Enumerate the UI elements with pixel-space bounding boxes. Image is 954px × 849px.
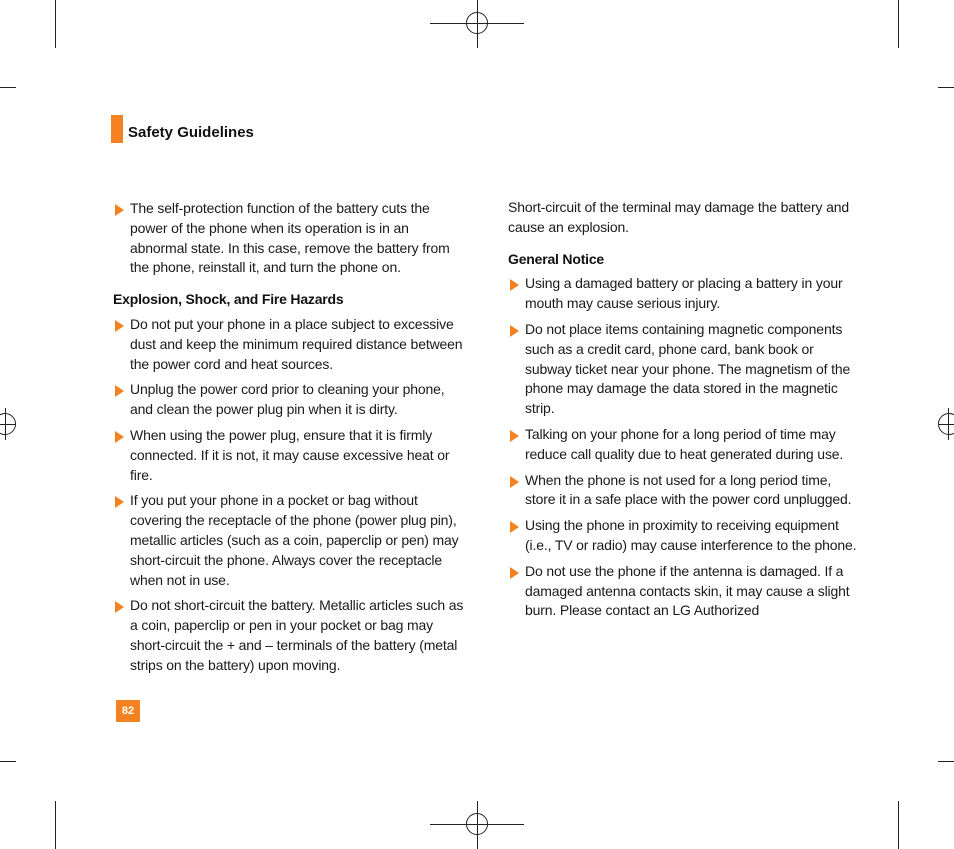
registration-circle-right-icon	[938, 413, 954, 435]
crop-mark-bottom-left	[55, 801, 56, 849]
list-item-text: The self-protection function of the battery cuts the power of the phone when its operation is in an abnormal state. In this case, remove the battery from the phone, reinstall it, and turn the phone on.	[130, 200, 450, 276]
bullet-arrow-icon	[510, 279, 519, 291]
list-item-text: When using the power plug, ensure that it is firmly connected. If it is not, it may cause excessive heat or fire.	[130, 426, 450, 483]
crop-mark-left-top	[0, 87, 16, 88]
list-item	[113, 199, 468, 278]
page-number-badge: 82	[116, 700, 140, 722]
list-item	[508, 320, 863, 419]
list-item	[508, 562, 863, 621]
list-item-text: Talking on your phone for a long period of time may reduce call quality due to heat generated during use.	[525, 425, 844, 462]
right-column	[508, 198, 863, 627]
list-item	[508, 471, 863, 511]
page-title: Safety Guidelines	[128, 124, 254, 141]
list-item	[113, 491, 468, 590]
list-item-text: Do not use the phone if the antenna is damaged. If a damaged antenna contacts skin, it may cause a slight burn. Please contact an LG Authorized	[525, 562, 850, 619]
list-item-text: If you put your phone in a pocket or bag without covering the receptacle of the phone (power plug pin), metallic articles (such as a coin, paperclip or pen) may short-circuit the phone. Always cover the receptacle when not in use.	[130, 492, 459, 588]
registration-circle-top-icon	[466, 12, 488, 34]
list-item-text: Using a damaged battery or placing a battery in your mouth may cause serious injury.	[525, 275, 843, 312]
bullet-arrow-icon	[115, 431, 124, 443]
bullet-arrow-icon	[510, 521, 519, 533]
left-column	[113, 199, 468, 682]
list-item	[508, 516, 863, 556]
continuation-paragraph: Short-circuit of the terminal may damage the battery and cause an explosion.	[508, 199, 849, 235]
bullet-arrow-icon	[510, 476, 519, 488]
list-item-text: Unplug the power cord prior to cleaning your phone, and clean the power plug pin when it is dirty.	[130, 381, 445, 418]
crop-mark-left-bottom	[0, 761, 16, 762]
registration-circle-left-icon	[0, 413, 16, 435]
list-item	[508, 274, 863, 314]
bullet-arrow-icon	[115, 601, 124, 613]
crop-mark-top-left	[55, 0, 56, 48]
crop-mark-bottom-right	[898, 801, 899, 849]
section-heading: General Notice	[508, 250, 605, 267]
crop-mark-top-right	[898, 0, 899, 48]
list-item-text: Do not place items containing magnetic components such as a credit card, phone card, bank book or subway ticket near your phone. The magnetism of the phone may damage the data stored in the magnetic strip.	[525, 320, 851, 417]
list-item-text: When the phone is not used for a long period time, store it in a safe place with the power cord unplugged.	[525, 471, 852, 508]
bullet-arrow-icon	[510, 430, 519, 442]
crop-mark-right-bottom	[938, 761, 954, 762]
bullet-arrow-icon	[115, 385, 124, 397]
list-item-text: Do not short-circuit the battery. Metallic articles such as a coin, paperclip or pen in your pocket or bag may short-circuit the + and – terminals of the battery (metal strips on the battery) upon moving.	[130, 597, 464, 673]
list-item	[113, 380, 468, 420]
list-item-text: Do not put your phone in a place subject to excessive dust and keep the minimum required distance between the power cord and heat sources.	[130, 315, 463, 372]
list-item	[113, 596, 468, 675]
registration-circle-bottom-icon	[466, 813, 488, 835]
bullet-arrow-icon	[510, 567, 519, 579]
list-item	[113, 315, 468, 374]
list-item	[113, 426, 468, 485]
crop-mark-right-top	[938, 87, 954, 88]
bullet-arrow-icon	[510, 325, 519, 337]
bullet-arrow-icon	[115, 320, 124, 332]
bullet-arrow-icon	[115, 496, 124, 508]
header-accent-bar	[111, 115, 123, 143]
section-heading: Explosion, Shock, and Fire Hazards	[113, 291, 344, 308]
bullet-arrow-icon	[115, 204, 124, 216]
list-item-text: Using the phone in proximity to receiving equipment (i.e., TV or radio) may cause interference to the phone.	[525, 517, 857, 553]
list-item	[508, 425, 863, 465]
